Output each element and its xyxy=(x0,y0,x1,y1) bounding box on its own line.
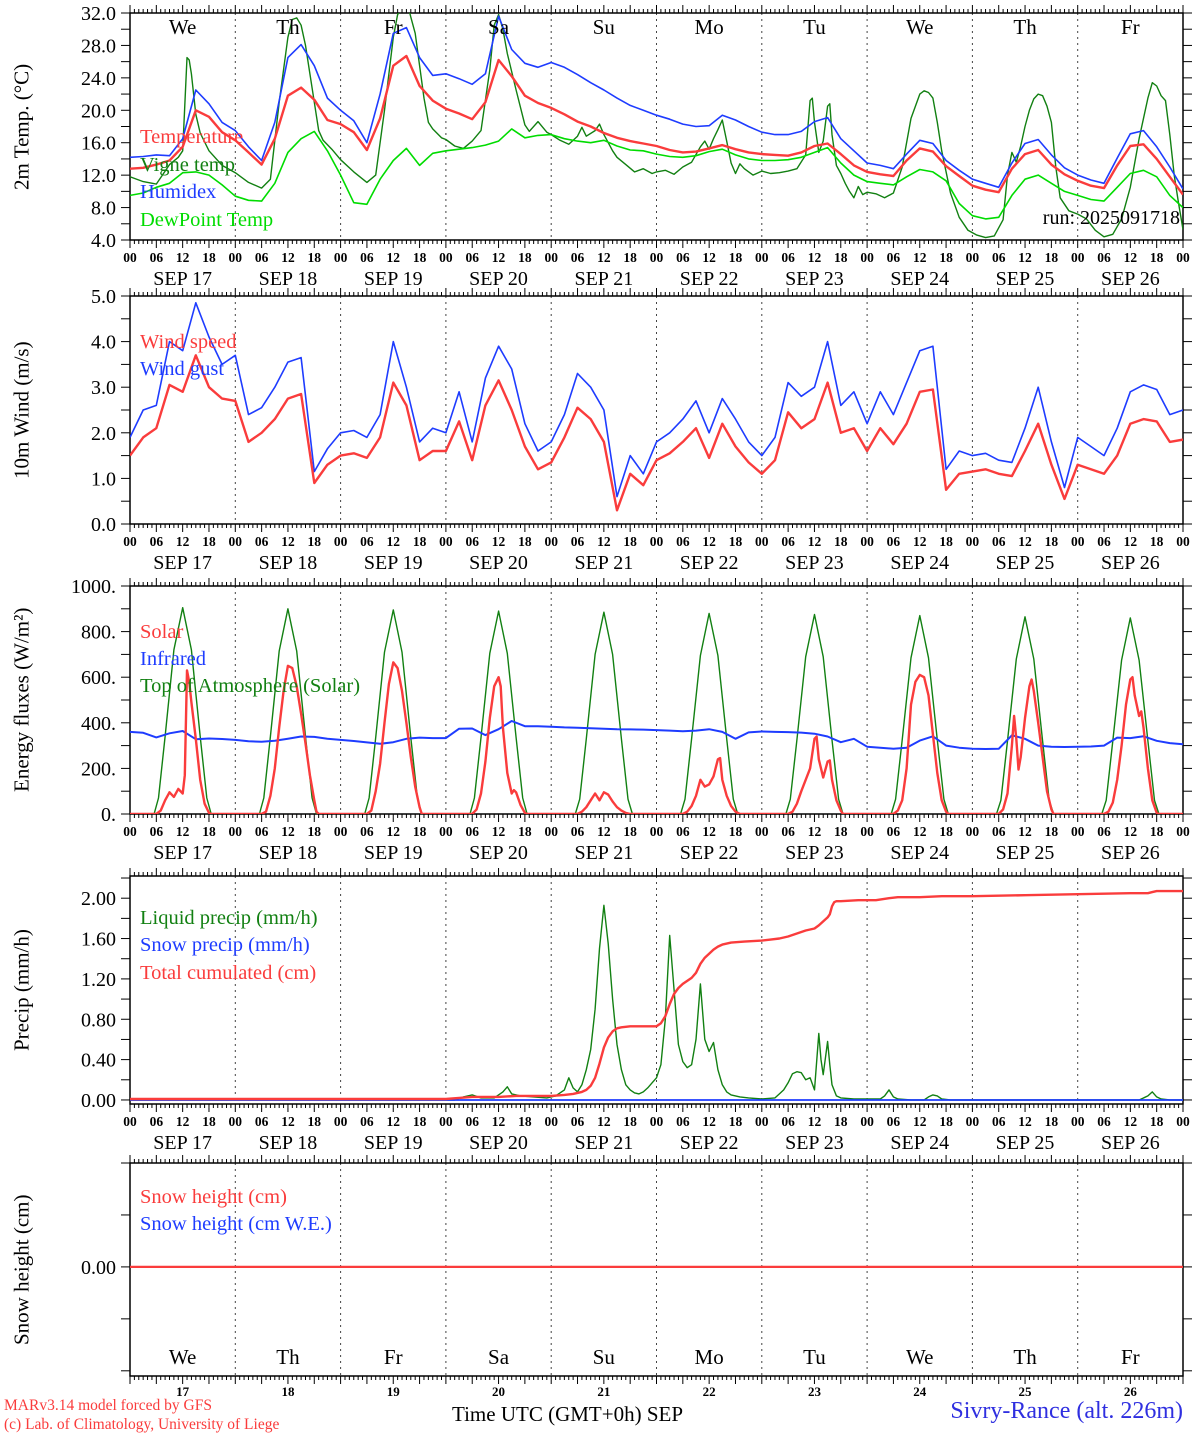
hour-tick-label: 12 xyxy=(281,250,295,265)
legend-vigne-temp: Vigne temp xyxy=(140,154,235,176)
hour-tick-label: 00 xyxy=(333,1114,348,1129)
y-tick-label: 0.40 xyxy=(81,1049,116,1072)
y-axis-title-snow: Snow height (cm) xyxy=(9,1194,34,1345)
hour-tick-label: 12 xyxy=(491,534,506,549)
hour-tick-label: 06 xyxy=(149,1114,164,1129)
hour-tick-label: 06 xyxy=(570,1114,585,1129)
hour-tick-label: 18 xyxy=(1149,824,1164,839)
date-label: SEP 22 xyxy=(679,268,739,290)
hour-tick-label: 00 xyxy=(649,250,664,265)
hour-tick-label: 12 xyxy=(491,1114,506,1129)
hour-tick-label: 06 xyxy=(149,534,164,549)
day-name-label: We xyxy=(906,1345,934,1369)
hour-tick-label: 18 xyxy=(728,1114,743,1129)
day-number-label: 20 xyxy=(492,1384,506,1399)
hour-tick-label: 06 xyxy=(781,534,795,549)
hour-tick-label: 12 xyxy=(913,824,927,839)
hour-tick-label: 12 xyxy=(281,534,295,549)
hour-tick-label: 00 xyxy=(333,250,348,265)
y-tick-label: 5.0 xyxy=(91,286,116,308)
hour-tick-label: 00 xyxy=(965,824,980,839)
y-axis-title-energy: Energy fluxes (W/m²) xyxy=(9,607,34,793)
day-number-label: 19 xyxy=(386,1384,400,1399)
date-label: SEP 22 xyxy=(679,552,739,574)
hour-tick-label: 12 xyxy=(702,250,716,265)
y-axis-title-wind: 10m Wind (m/s) xyxy=(9,341,34,479)
hour-tick-label: 06 xyxy=(886,534,901,549)
hour-tick-label: 18 xyxy=(939,1114,953,1129)
hour-tick-label: 18 xyxy=(834,534,848,549)
series-line xyxy=(130,355,1183,510)
credit-model-line: MARv3.14 model forced by GFS xyxy=(4,1397,212,1414)
date-label: SEP 25 xyxy=(995,842,1055,864)
date-label: SEP 25 xyxy=(995,1132,1055,1154)
date-label: SEP 21 xyxy=(574,552,634,574)
y-tick-label: 600. xyxy=(81,667,116,690)
date-label: SEP 20 xyxy=(469,552,528,574)
day-number-label: 23 xyxy=(807,1384,821,1399)
hour-tick-label: 06 xyxy=(570,824,585,839)
date-label: SEP 19 xyxy=(363,552,423,574)
date-label: SEP 24 xyxy=(890,268,950,290)
credit-lab-line: (c) Lab. of Climatology, University of Liege xyxy=(4,1416,280,1433)
hour-tick-label: 12 xyxy=(386,824,400,839)
hour-tick-label: 12 xyxy=(175,824,190,839)
date-label: SEP 26 xyxy=(1100,268,1160,290)
day-name-label: Th xyxy=(1013,1345,1037,1369)
day-number-label: 22 xyxy=(702,1384,716,1399)
hour-tick-label: 18 xyxy=(307,250,322,265)
hour-tick-label: 18 xyxy=(202,534,216,549)
hour-tick-label: 12 xyxy=(1018,1114,1032,1129)
hour-tick-label: 12 xyxy=(913,534,927,549)
date-label: SEP 20 xyxy=(469,842,528,864)
hour-tick-label: 06 xyxy=(360,824,374,839)
hour-tick-label: 12 xyxy=(175,250,190,265)
hour-tick-label: 18 xyxy=(1044,1114,1059,1129)
date-label: SEP 17 xyxy=(153,1132,213,1154)
hour-tick-label: 00 xyxy=(544,534,558,549)
date-label: SEP 22 xyxy=(679,1132,739,1154)
hour-tick-label: 00 xyxy=(228,250,243,265)
hour-tick-label: 00 xyxy=(1176,534,1190,549)
legend-top-of-atmosphere: Top of Atmosphere (Solar) xyxy=(140,675,361,697)
hour-tick-label: 12 xyxy=(597,250,611,265)
day-name-label: Fr xyxy=(1121,1345,1140,1369)
day-name-label: Sa xyxy=(488,15,510,39)
y-tick-label: 2.0 xyxy=(91,422,116,445)
hour-tick-label: 00 xyxy=(755,250,769,265)
hour-tick-label: 06 xyxy=(886,824,901,839)
hour-tick-label: 12 xyxy=(597,534,611,549)
hour-tick-label: 06 xyxy=(991,250,1006,265)
hour-tick-label: 18 xyxy=(623,1114,637,1129)
hour-tick-label: 18 xyxy=(728,534,743,549)
hour-tick-label: 00 xyxy=(228,534,243,549)
hour-tick-label: 06 xyxy=(1097,1114,1111,1129)
hour-tick-label: 12 xyxy=(1123,534,1138,549)
hour-tick-label: 00 xyxy=(860,250,874,265)
hour-tick-label: 06 xyxy=(1097,824,1111,839)
hour-tick-label: 12 xyxy=(1123,824,1138,839)
hour-tick-label: 12 xyxy=(281,1114,295,1129)
day-name-label: Th xyxy=(276,15,300,39)
hour-tick-label: 18 xyxy=(939,250,953,265)
hour-tick-label: 18 xyxy=(307,1114,322,1129)
hour-tick-label: 00 xyxy=(439,534,453,549)
hour-tick-label: 06 xyxy=(360,1114,374,1129)
hour-tick-label: 00 xyxy=(1070,824,1085,839)
hour-tick-label: 06 xyxy=(781,250,795,265)
hour-tick-label: 00 xyxy=(228,824,243,839)
y-tick-label: 0.00 xyxy=(81,1256,116,1279)
hour-tick-label: 06 xyxy=(465,1114,479,1129)
y-tick-label: 1.0 xyxy=(91,468,116,491)
legend-snow-height: Snow height (cm) xyxy=(140,1186,287,1208)
day-number-label: 24 xyxy=(913,1384,927,1399)
date-label: SEP 21 xyxy=(574,268,634,290)
y-tick-label: 200. xyxy=(81,758,116,781)
day-name-label: We xyxy=(906,15,934,39)
credits xyxy=(4,1396,279,1434)
day-name-label: Fr xyxy=(383,1345,403,1369)
hour-tick-label: 06 xyxy=(465,250,479,265)
y-tick-label: 20.0 xyxy=(81,100,116,123)
hour-tick-label: 06 xyxy=(676,534,690,549)
hour-tick-label: 00 xyxy=(123,250,137,265)
day-name-label: Fr xyxy=(1121,15,1140,39)
date-label: SEP 17 xyxy=(153,552,213,574)
hour-tick-label: 18 xyxy=(202,250,216,265)
date-label: SEP 18 xyxy=(258,552,318,574)
date-label: SEP 23 xyxy=(785,842,844,864)
hour-tick-label: 00 xyxy=(755,534,769,549)
date-label: SEP 18 xyxy=(258,842,318,864)
hour-tick-label: 18 xyxy=(1044,824,1059,839)
y-tick-label: 4.0 xyxy=(91,331,116,354)
day-name-label: We xyxy=(168,1345,197,1369)
hour-tick-label: 18 xyxy=(518,1114,532,1129)
legend-liquid-precip: Liquid precip (mm/h) xyxy=(140,907,318,929)
hour-tick-label: 00 xyxy=(860,1114,874,1129)
hour-tick-label: 12 xyxy=(807,250,822,265)
hour-tick-label: 00 xyxy=(755,824,769,839)
hour-tick-label: 18 xyxy=(1149,250,1164,265)
day-number-label: 18 xyxy=(281,1384,295,1399)
y-tick-label: 32.0 xyxy=(81,3,116,25)
legend-solar: Solar xyxy=(140,621,184,643)
y-tick-label: 400. xyxy=(81,712,116,735)
hour-tick-label: 12 xyxy=(175,1114,190,1129)
hour-tick-label: 06 xyxy=(254,534,269,549)
hour-tick-label: 00 xyxy=(1176,250,1190,265)
date-label: SEP 26 xyxy=(1100,842,1160,864)
hour-tick-label: 00 xyxy=(1176,824,1190,839)
y-tick-label: 16.0 xyxy=(81,132,116,155)
date-label: SEP 19 xyxy=(363,842,423,864)
hour-tick-label: 18 xyxy=(412,1114,427,1129)
hour-tick-label: 00 xyxy=(755,1114,769,1129)
hour-tick-label: 06 xyxy=(886,250,901,265)
hour-tick-label: 06 xyxy=(254,824,269,839)
hour-tick-label: 06 xyxy=(254,250,269,265)
hour-tick-label: 18 xyxy=(307,824,322,839)
day-name-label: Tu xyxy=(803,1345,826,1369)
hour-tick-label: 18 xyxy=(623,534,637,549)
y-tick-label: 800. xyxy=(81,621,116,644)
run-label: run: 2025091718 xyxy=(1042,207,1180,229)
hour-tick-label: 00 xyxy=(123,534,137,549)
legend-snow-precip: Snow precip (mm/h) xyxy=(140,934,310,956)
hour-tick-label: 18 xyxy=(307,534,322,549)
legend-wind-gust: Wind gust xyxy=(140,358,225,380)
legend-humidex: Humidex xyxy=(140,181,217,203)
day-name-label: We xyxy=(168,15,197,39)
hour-tick-label: 18 xyxy=(728,250,743,265)
y-tick-label: 3.0 xyxy=(91,377,116,400)
hour-tick-label: 00 xyxy=(649,1114,664,1129)
date-label: SEP 26 xyxy=(1100,1132,1160,1154)
hour-tick-label: 00 xyxy=(123,824,137,839)
hour-tick-label: 18 xyxy=(202,1114,216,1129)
legend-total-cumulated: Total cumulated (cm) xyxy=(140,962,317,984)
hour-tick-label: 12 xyxy=(491,250,506,265)
date-label: SEP 19 xyxy=(363,1132,423,1154)
y-tick-label: 28.0 xyxy=(81,35,116,58)
hour-tick-label: 06 xyxy=(1097,534,1111,549)
hour-tick-label: 12 xyxy=(913,250,927,265)
y-axis-title-temperature: 2m Temp. (°C) xyxy=(9,63,34,190)
station-label: Sivry-Rance (alt. 226m) xyxy=(950,1398,1183,1424)
date-label: SEP 23 xyxy=(785,1132,844,1154)
y-tick-label: 1.20 xyxy=(81,968,116,991)
day-number-label: 17 xyxy=(176,1384,190,1399)
day-name-label: Sa xyxy=(488,1345,510,1369)
hour-tick-label: 00 xyxy=(1070,534,1085,549)
hour-tick-label: 18 xyxy=(623,824,637,839)
hour-tick-label: 18 xyxy=(1149,534,1164,549)
y-tick-label: 2.00 xyxy=(81,888,116,911)
hour-tick-label: 18 xyxy=(834,250,848,265)
day-name-label: Th xyxy=(1013,15,1037,39)
hour-tick-label: 06 xyxy=(676,824,690,839)
hour-tick-label: 00 xyxy=(544,1114,558,1129)
hour-tick-label: 00 xyxy=(965,250,980,265)
hour-tick-label: 06 xyxy=(1097,250,1111,265)
hour-tick-label: 06 xyxy=(991,534,1006,549)
hour-tick-label: 18 xyxy=(518,824,532,839)
y-tick-label: 8.0 xyxy=(91,197,116,220)
y-tick-label: 1000. xyxy=(71,576,116,598)
hour-tick-label: 12 xyxy=(491,824,506,839)
day-name-label: Mo xyxy=(694,15,724,39)
hour-tick-label: 00 xyxy=(860,534,874,549)
hour-tick-label: 18 xyxy=(202,824,216,839)
day-name-label: Tu xyxy=(803,15,826,39)
hour-tick-label: 00 xyxy=(544,250,558,265)
date-label: SEP 22 xyxy=(679,842,739,864)
hour-tick-label: 12 xyxy=(597,1114,611,1129)
y-tick-label: 0.80 xyxy=(81,1009,116,1032)
date-label: SEP 21 xyxy=(574,842,634,864)
date-label: SEP 17 xyxy=(153,842,213,864)
date-label: SEP 20 xyxy=(469,1132,528,1154)
hour-tick-label: 12 xyxy=(386,250,400,265)
day-name-label: Mo xyxy=(694,1345,724,1369)
hour-tick-label: 06 xyxy=(886,1114,901,1129)
hour-tick-label: 06 xyxy=(149,250,164,265)
hour-tick-label: 12 xyxy=(1123,1114,1138,1129)
y-tick-label: 12.0 xyxy=(81,165,116,188)
legend-dewpoint-temp: DewPoint Temp xyxy=(140,209,274,231)
hour-tick-label: 12 xyxy=(386,534,400,549)
date-label: SEP 26 xyxy=(1100,552,1160,574)
hour-tick-label: 00 xyxy=(649,824,664,839)
hour-tick-label: 00 xyxy=(1070,250,1085,265)
date-label: SEP 24 xyxy=(890,1132,950,1154)
hour-tick-label: 12 xyxy=(597,824,611,839)
hour-tick-label: 06 xyxy=(781,824,795,839)
y-tick-label: 0.00 xyxy=(81,1089,116,1112)
hour-tick-label: 18 xyxy=(728,824,743,839)
hour-tick-label: 12 xyxy=(1018,250,1032,265)
day-name-label: Su xyxy=(592,1345,615,1369)
hour-tick-label: 06 xyxy=(360,534,374,549)
hour-tick-label: 06 xyxy=(570,250,585,265)
hour-tick-label: 06 xyxy=(570,534,585,549)
date-label: SEP 20 xyxy=(469,268,528,290)
day-name-label: Su xyxy=(592,15,615,39)
day-number-label: 25 xyxy=(1018,1384,1032,1399)
y-tick-label: 0.0 xyxy=(91,514,116,536)
hour-tick-label: 00 xyxy=(965,534,980,549)
hour-tick-label: 00 xyxy=(1176,1114,1190,1129)
y-tick-label: 4.0 xyxy=(91,230,116,252)
day-name-label: Th xyxy=(276,1345,300,1369)
hour-tick-label: 12 xyxy=(281,824,295,839)
hour-tick-label: 00 xyxy=(649,534,664,549)
day-name-label: Fr xyxy=(383,15,403,39)
hour-tick-label: 06 xyxy=(360,250,374,265)
hour-tick-label: 00 xyxy=(228,1114,243,1129)
hour-tick-label: 12 xyxy=(807,534,822,549)
hour-tick-label: 12 xyxy=(175,534,190,549)
hour-tick-label: 06 xyxy=(465,824,479,839)
hour-tick-label: 18 xyxy=(1044,250,1059,265)
hour-tick-label: 12 xyxy=(1123,250,1138,265)
hour-tick-label: 00 xyxy=(965,1114,980,1129)
legend-snow-height-we: Snow height (cm W.E.) xyxy=(140,1213,332,1235)
date-label: SEP 24 xyxy=(890,842,950,864)
date-label: SEP 25 xyxy=(995,268,1055,290)
hour-tick-label: 00 xyxy=(123,1114,137,1129)
hour-tick-label: 18 xyxy=(1044,534,1059,549)
date-label: SEP 17 xyxy=(153,268,213,290)
date-label: SEP 23 xyxy=(785,268,844,290)
hour-tick-label: 18 xyxy=(518,534,532,549)
hour-tick-label: 12 xyxy=(1018,534,1032,549)
time-axis-label: Time UTC (GMT+0h) SEP xyxy=(452,1402,684,1426)
legend-wind-speed: Wind speed xyxy=(140,331,237,353)
hour-tick-label: 00 xyxy=(1070,1114,1085,1129)
hour-tick-label: 06 xyxy=(676,250,690,265)
hour-tick-label: 18 xyxy=(518,250,532,265)
y-tick-label: 0. xyxy=(101,804,116,826)
hour-tick-label: 06 xyxy=(465,534,479,549)
hour-tick-label: 06 xyxy=(254,1114,269,1129)
hour-tick-label: 18 xyxy=(834,824,848,839)
hour-tick-label: 12 xyxy=(702,824,716,839)
hour-tick-label: 12 xyxy=(386,1114,400,1129)
hour-tick-label: 00 xyxy=(439,1114,453,1129)
date-label: SEP 25 xyxy=(995,552,1055,574)
hour-tick-label: 18 xyxy=(412,824,427,839)
hour-tick-label: 18 xyxy=(1149,1114,1164,1129)
hour-tick-label: 12 xyxy=(807,824,822,839)
date-label: SEP 21 xyxy=(574,1132,634,1154)
hour-tick-label: 18 xyxy=(939,534,953,549)
hour-tick-label: 06 xyxy=(149,824,164,839)
hour-tick-label: 00 xyxy=(860,824,874,839)
date-label: SEP 18 xyxy=(258,1132,318,1154)
hour-tick-label: 00 xyxy=(333,534,348,549)
hour-tick-label: 06 xyxy=(676,1114,690,1129)
y-tick-label: 24.0 xyxy=(81,67,116,90)
hour-tick-label: 12 xyxy=(702,1114,716,1129)
hour-tick-label: 00 xyxy=(333,824,348,839)
y-tick-label: 1.60 xyxy=(81,928,116,951)
hour-tick-label: 18 xyxy=(834,1114,848,1129)
date-label: SEP 19 xyxy=(363,268,423,290)
hour-tick-label: 06 xyxy=(991,824,1006,839)
hour-tick-label: 12 xyxy=(913,1114,927,1129)
hour-tick-label: 06 xyxy=(781,1114,795,1129)
hour-tick-label: 00 xyxy=(439,824,453,839)
hour-tick-label: 18 xyxy=(939,824,953,839)
hour-tick-label: 18 xyxy=(412,250,427,265)
hour-tick-label: 06 xyxy=(991,1114,1006,1129)
hour-tick-label: 12 xyxy=(807,1114,822,1129)
day-number-label: 26 xyxy=(1123,1384,1137,1399)
legend-infrared: Infrared xyxy=(140,648,207,670)
date-label: SEP 18 xyxy=(258,268,318,290)
date-label: SEP 24 xyxy=(890,552,950,574)
hour-tick-label: 00 xyxy=(544,824,558,839)
hour-tick-label: 18 xyxy=(623,250,637,265)
day-number-label: 21 xyxy=(597,1384,611,1399)
hour-tick-label: 00 xyxy=(439,250,453,265)
hour-tick-label: 12 xyxy=(702,534,716,549)
date-label: SEP 23 xyxy=(785,552,844,574)
y-axis-title-precip: Precip (mm/h) xyxy=(9,929,34,1051)
hour-tick-label: 12 xyxy=(1018,824,1032,839)
legend-temperature: Temperature xyxy=(140,126,244,148)
hour-tick-label: 18 xyxy=(412,534,427,549)
